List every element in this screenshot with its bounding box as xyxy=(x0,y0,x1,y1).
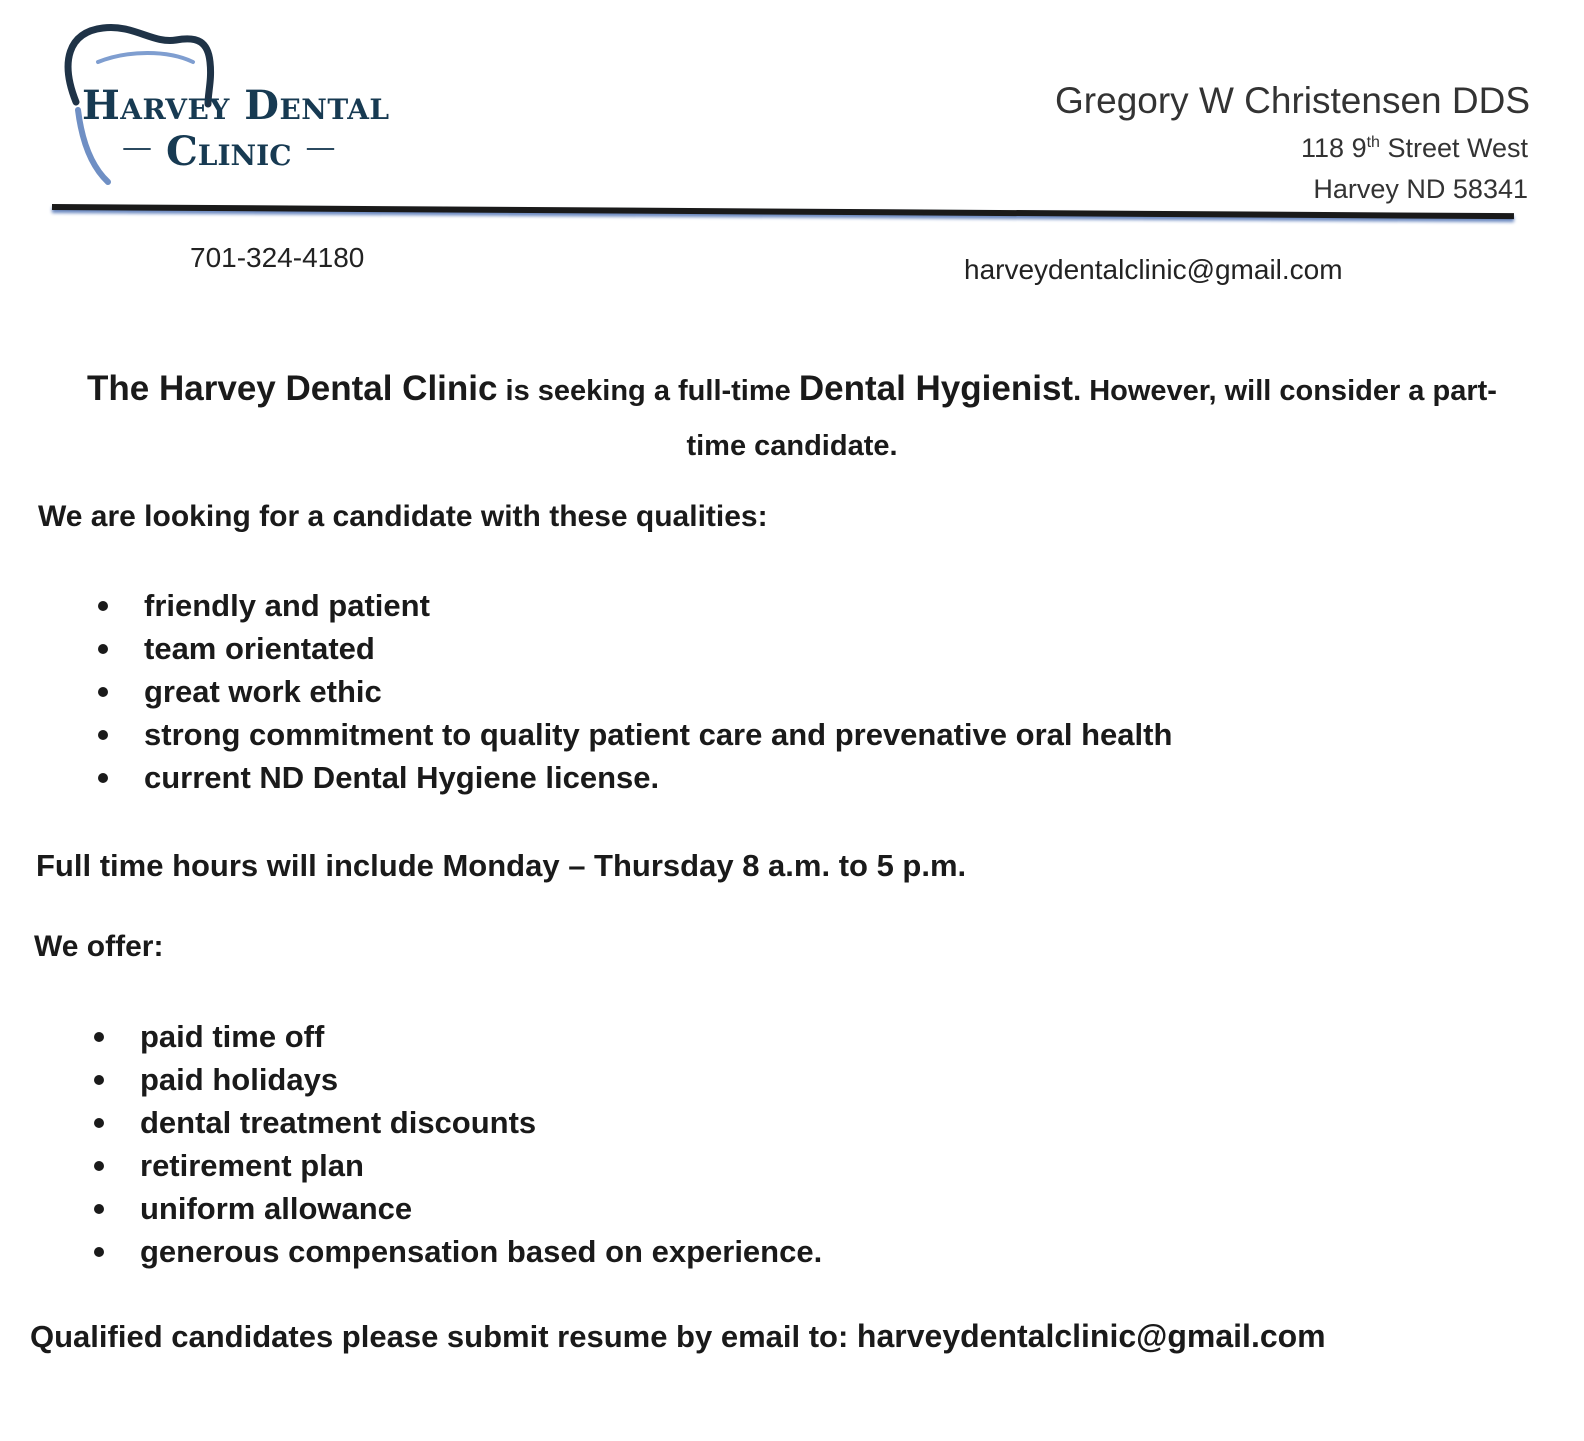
bullet-icon xyxy=(98,644,108,654)
posting-heading xyxy=(80,364,1504,476)
qualities-list xyxy=(98,584,1172,799)
list-item-text: current ND Dental Hygiene license. xyxy=(144,760,660,795)
offer-list xyxy=(94,1015,822,1273)
list-item-text: friendly and patient xyxy=(144,588,430,623)
header-divider xyxy=(52,204,1514,219)
heading-seeking: is seeking a full-time xyxy=(497,375,799,407)
list-item-text: great work ethic xyxy=(144,674,382,709)
offer-lead: We offer: xyxy=(34,930,164,963)
hours-text: Full time hours will include Monday – Thursday 8 a.m. to 5 p.m. xyxy=(36,848,967,883)
address-number: 118 9 xyxy=(1301,133,1367,163)
address-city: Harvey ND 58341 xyxy=(1313,174,1528,204)
bullet-icon xyxy=(98,687,108,697)
list-item xyxy=(94,1101,822,1144)
bullet-icon xyxy=(98,601,108,611)
list-item-text: generous compensation based on experience. xyxy=(140,1234,823,1269)
list-item xyxy=(98,627,1172,670)
list-item-text: dental treatment discounts xyxy=(140,1105,537,1140)
list-item-text: uniform allowance xyxy=(140,1191,413,1226)
list-item-text: team orientated xyxy=(144,631,375,666)
bullet-icon xyxy=(98,730,108,740)
doctor-name: Gregory W Christensen DDS xyxy=(1055,80,1530,121)
closing-email: harveydentalclinic@gmail.com xyxy=(856,1318,1326,1354)
list-item xyxy=(94,1144,822,1187)
heading-position: Dental Hygienist xyxy=(798,369,1074,408)
qualities-lead: We are looking for a candidate with these qualities: xyxy=(38,500,768,533)
list-item-text: paid holidays xyxy=(140,1062,339,1097)
list-item xyxy=(98,713,1172,756)
logo-text-line1: Harvey Dental xyxy=(82,82,390,129)
address-street xyxy=(1301,133,1528,164)
address-ordinal: th xyxy=(1366,134,1380,151)
bullet-icon xyxy=(94,1075,104,1085)
bullet-icon xyxy=(94,1247,104,1257)
bullet-icon xyxy=(98,773,108,783)
bullet-icon xyxy=(94,1161,104,1171)
address-street-name: Street West xyxy=(1379,133,1528,163)
list-item xyxy=(98,756,1172,799)
list-item-text: retirement plan xyxy=(140,1148,364,1183)
clinic-email: harveydentalclinic@gmail.com xyxy=(964,254,1343,285)
list-item xyxy=(94,1230,822,1273)
bullet-icon xyxy=(94,1032,104,1042)
bullet-icon xyxy=(94,1118,104,1128)
clinic-logo xyxy=(58,22,418,187)
heading-part-time: . However, will consider a part-time candidate. xyxy=(686,375,1497,462)
list-item xyxy=(94,1015,822,1058)
heading-clinic-name: The Harvey Dental Clinic xyxy=(87,369,498,408)
list-item-text: strong commitment to quality patient care and prevenative oral health xyxy=(144,717,1173,752)
list-item xyxy=(98,670,1172,713)
list-item-text: paid time off xyxy=(140,1019,325,1054)
clinic-phone: 701-324-4180 xyxy=(190,242,365,273)
bullet-icon xyxy=(94,1204,104,1214)
closing-instruction: Qualified candidates please submit resume by email to: xyxy=(30,1319,857,1354)
list-item xyxy=(94,1187,822,1230)
logo-dash-right: — xyxy=(305,130,336,165)
closing-text xyxy=(30,1318,1326,1355)
logo-dash-left: — xyxy=(122,130,152,165)
list-item xyxy=(98,584,1172,627)
logo-text-clinic: Clinic xyxy=(165,128,292,175)
logo-text-line2 xyxy=(122,128,335,175)
list-item xyxy=(94,1058,822,1101)
